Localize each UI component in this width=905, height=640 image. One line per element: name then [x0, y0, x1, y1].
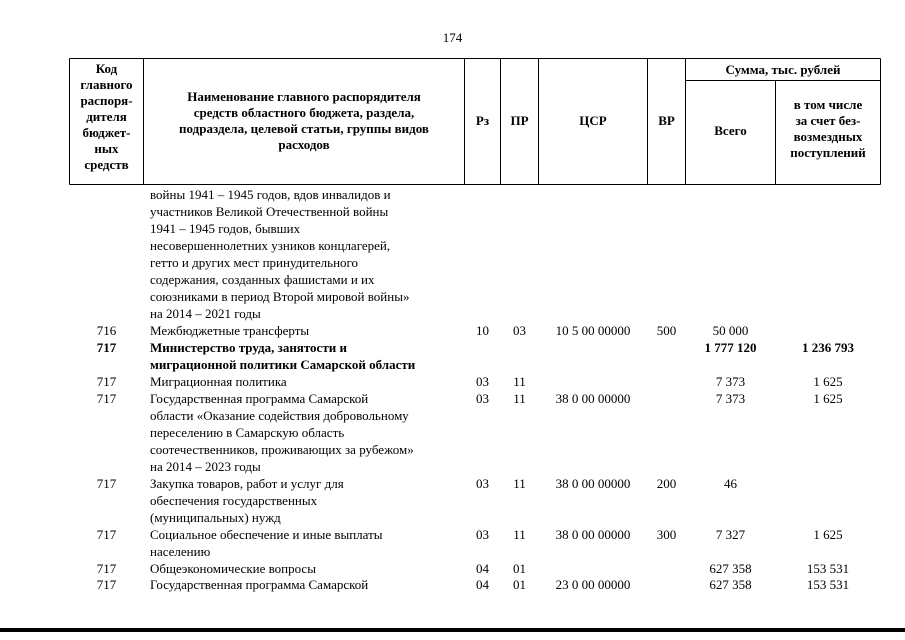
table-row-code: 717	[96, 476, 117, 491]
table-row-code: 717	[96, 374, 117, 389]
table-row-pr: 11	[513, 527, 526, 542]
table-row-incl: 153 531	[806, 577, 850, 592]
header-sum-group: Сумма, тыс. рублей	[725, 62, 841, 77]
header-name: Наименование главного распорядителя средств областного бюджета, раздела, подраздела, целевой статьи, группы видов расходов	[179, 89, 429, 152]
table-row-code: 717	[96, 391, 117, 406]
table-row-pr: 11	[513, 374, 526, 389]
table-row-name: Общеэкономические вопросы	[150, 561, 316, 576]
table-row-incl: 1 236 793	[802, 340, 854, 355]
table-row-name: Социальное обеспечение и иные выплаты населению	[150, 527, 383, 559]
table-row-rz: 04	[476, 577, 489, 592]
table-row-name: Государственная программа Самарской	[150, 577, 369, 592]
table-row-incl: 1 625	[813, 391, 843, 406]
table-row-rz: 10	[476, 323, 489, 338]
page-number: 174	[442, 30, 463, 45]
table-row-total: 7 373	[715, 391, 746, 406]
header-code: Код главного распоря- дителя бюджет- ных средств	[80, 61, 133, 172]
table-row-csr: 38 0 00 00000	[555, 476, 631, 491]
table-row-code: 717	[96, 561, 117, 576]
table-row-rz: 03	[476, 476, 489, 491]
table-row-pr: 11	[513, 391, 526, 406]
table-row-pr: 03	[513, 323, 526, 338]
bottom-rule	[0, 628, 905, 632]
header-incl: в том числе за счет без- возмездных поступлений	[790, 97, 866, 160]
table-row-code: 717	[96, 340, 117, 355]
table-row-incl: 153 531	[806, 561, 850, 576]
table-row-vr: 200	[656, 476, 677, 491]
table-row-name: Государственная программа Самарской области «Оказание содействия добровольному переселению в Самарскую область соотечественников, проживающих за рубежом» на 2014 – 2023 годы	[150, 391, 414, 474]
header-vr: ВР	[658, 113, 675, 128]
table-row-continuation: войны 1941 – 1945 годов, вдов инвалидов и участников Великой Отечественной войны 1941 – 1945 годов, бывших несовершеннолетних узников концлагерей, гетто и других мест принудительного содержания, созданных фашистами и их союзниками в период Второй мировой войны» на 2014 – 2021 годы	[150, 187, 410, 321]
table-row-total: 50 000	[712, 323, 749, 338]
table-row-pr: 01	[513, 577, 526, 592]
table-row-code: 717	[96, 577, 117, 592]
table-row-total: 7 327	[715, 527, 746, 542]
table-row-total: 627 358	[709, 561, 752, 576]
table-row-csr: 38 0 00 00000	[555, 527, 631, 542]
header-total: Всего	[714, 123, 747, 138]
table-row-rz: 03	[476, 391, 489, 406]
table-row-pr: 11	[513, 476, 526, 491]
table-row-csr: 23 0 00 00000	[555, 577, 631, 592]
table-row-rz: 03	[476, 374, 489, 389]
table-row-rz: 03	[476, 527, 489, 542]
table-row-csr: 38 0 00 00000	[555, 391, 631, 406]
table-row-total: 627 358	[709, 577, 752, 592]
table-row-code: 717	[96, 527, 117, 542]
table-row-name: Министерство труда, занятости и миграционной политики Самарской области	[150, 340, 416, 372]
table-row-total: 46	[724, 476, 737, 491]
table-row-name: Закупка товаров, работ и услуг для обеспечения государственных (муниципальных) нужд	[150, 476, 344, 525]
table-row-total: 1 777 120	[704, 340, 757, 355]
table-row-incl: 1 625	[813, 374, 843, 389]
table-row-total: 7 373	[715, 374, 746, 389]
table-row-name: Межбюджетные трансферты	[150, 323, 310, 338]
table-row-vr: 500	[656, 323, 677, 338]
header-csr: ЦСР	[579, 113, 607, 128]
table-row-name: Миграционная политика	[150, 374, 287, 389]
table-row-csr: 10 5 00 00000	[555, 323, 631, 338]
table-row-code: 716	[96, 323, 117, 338]
table-row-rz: 04	[476, 561, 489, 576]
table-row-incl: 1 625	[813, 527, 843, 542]
table-row-vr: 300	[656, 527, 677, 542]
table-row-pr: 01	[513, 561, 526, 576]
header-rz: Рз	[475, 113, 490, 128]
header-pr: ПР	[510, 113, 529, 128]
